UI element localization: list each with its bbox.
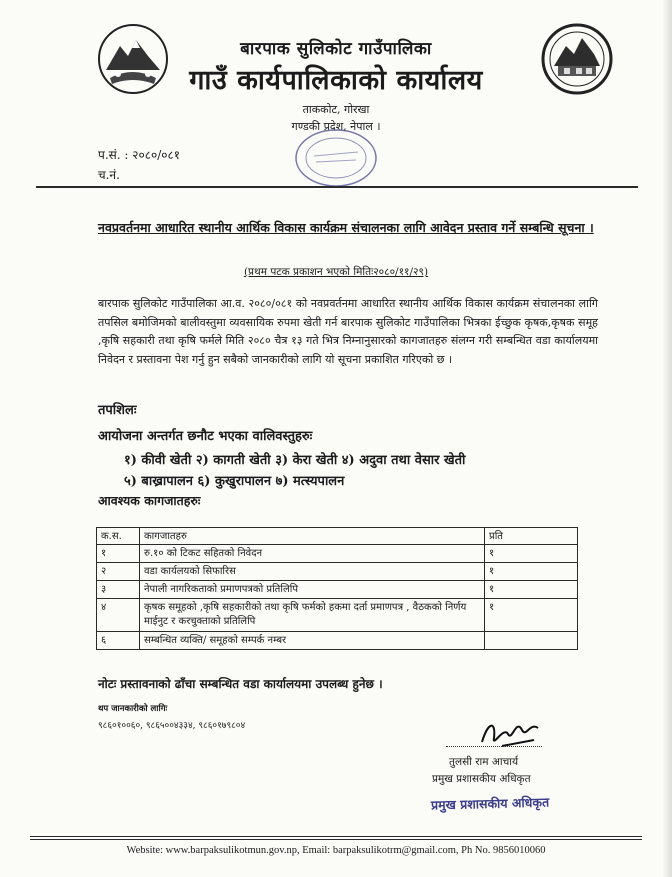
signatory-stamp: प्रमुख प्रशासकीय अधिकृत (430, 794, 550, 813)
required-documents-heading: आवश्यक कागजातहरुः (98, 493, 201, 508)
table-row (97, 545, 578, 563)
row-copies: १ (485, 599, 578, 632)
notice-subject: नवप्रवर्तनमा आधारित स्थानीय आर्थिक विकास कार्यक्रम संचालनका लागि आवेदन प्रस्ताव गर्ने सम्बन्धि सूचना । (98, 220, 594, 235)
required-documents-table (96, 527, 578, 650)
selected-items-line-2: ५) बाख्रापालन ६) कुखुरापालन ७) मत्स्यपालन (124, 474, 345, 489)
contact-numbers: ९८६०१००६०, ९८६५००४३३४, ९८६०१७९८०४ (98, 721, 246, 731)
address-line-1: ताककोट, गोरखा (302, 103, 370, 116)
signatory-name: तुलसी राम आचार्य (449, 756, 519, 768)
office-name: गाउँ कार्यपालिकाको कार्यालय (189, 65, 483, 96)
row-copies: १ (485, 581, 578, 599)
notice-note: नोटः प्रस्तावनाको ढाँचा सम्बन्धित वडा कार्यालयमा उपलब्ध हुनेछ । (98, 677, 383, 691)
row-document: वडा कार्यलयको सिफारिस (140, 563, 485, 581)
table-row (97, 632, 578, 650)
row-serial: ६ (97, 632, 140, 650)
row-serial: ४ (97, 599, 140, 632)
row-copies: १ (485, 545, 578, 563)
table-row (97, 563, 578, 581)
header-divider (36, 186, 638, 188)
footer-divider-secondary (30, 839, 642, 840)
details-heading: तपशिलः (98, 403, 137, 418)
signature-icon (474, 712, 548, 754)
reference-number: प.सं. : २०८०/०८१ (98, 148, 180, 162)
table-row (97, 599, 578, 632)
municipality-name: बारपाक सुलिकोट गाउँपालिका (240, 39, 432, 59)
address-line-2: गण्डकी प्रदेश, नेपाल । (291, 120, 381, 133)
row-serial: २ (97, 563, 140, 581)
signatory-title: प्रमुख प्रशासकीय अधिकृत (432, 773, 531, 785)
row-copies: १ (485, 563, 578, 581)
signature-line (446, 746, 542, 747)
selected-items-line-1: १) कीवी खेती २) कागती खेती ३) केरा खेती ४) अदुवा तथा वेसार खेती (124, 453, 466, 468)
table-header-row (97, 528, 578, 545)
row-serial: ३ (97, 581, 140, 599)
table-row (97, 581, 578, 599)
header-documents: कागजातहरु (140, 528, 485, 545)
selected-items-heading: आयोजना अन्तर्गत छनौट भएका वालिवस्तुहरुः (98, 429, 313, 444)
row-serial: १ (97, 545, 140, 563)
publication-date: (प्रथम पटक प्रकाशन भएको मितिः२०८०/११/२९) (243, 266, 429, 278)
scan-edge-shadow (662, 0, 672, 877)
row-document: रु.१० को टिकट सहितको निवेदन (140, 545, 485, 563)
row-document: कृषक समूहको ,कृषि सहकारीको तथा कृषि फर्मको हकमा दर्ता प्रमाणपत्र , वैठकको निर्णय माईनुट र करचुक्ताको प्रतिलिपि (140, 599, 485, 632)
row-document: नेपाली नागरिकताको प्रमाणपत्रको प्रतिलिपि (140, 581, 485, 599)
header-copies: प्रति (485, 528, 578, 545)
header-serial: क.स. (97, 528, 140, 545)
footer-divider (30, 836, 642, 837)
office-stamp-icon (292, 126, 380, 190)
row-document: सम्बन्धित व्यक्ति/ समूहको सम्पर्क नम्बर (140, 632, 485, 650)
notice-body: बारपाक सुलिकोट गाउँपालिका आ.व. २०८०/०८१ को नवप्रवर्तनमा आधारित स्थानीय आर्थिक विकास कार्यक्रम संचालनका लागि तपसिल बमोजिमको बालीवस्तुमा व्यवसायिक रुपमा खेती गर्न बारपाक सुलिकोट गाउँपालिका भित्रका ईच्छुक कृषक,कृषक समूह ,कृषि सहकारी तथा कृषि फर्मले मिति २०८० चैत्र १३ गते भित्र निम्नानुसारको कागजातहरु संलग्न गरी सम्बन्धित वडा कार्यालयमा निवेदन र प्रस्तावना पेश गर्नु हुन सबैको जानकारीको लागि यो सूचना प्रकाशित गरिएको छ । (98, 297, 598, 366)
row-copies (485, 632, 578, 650)
contact-label: थप जानकारीको लागिः (98, 704, 168, 714)
footer-contact: Website: www.barpaksulikotmun.gov.np, Email: barpaksulikotrm@gmail.com, Ph No. 9856010060 (126, 845, 546, 856)
dispatch-number: च.नं. (98, 168, 120, 182)
